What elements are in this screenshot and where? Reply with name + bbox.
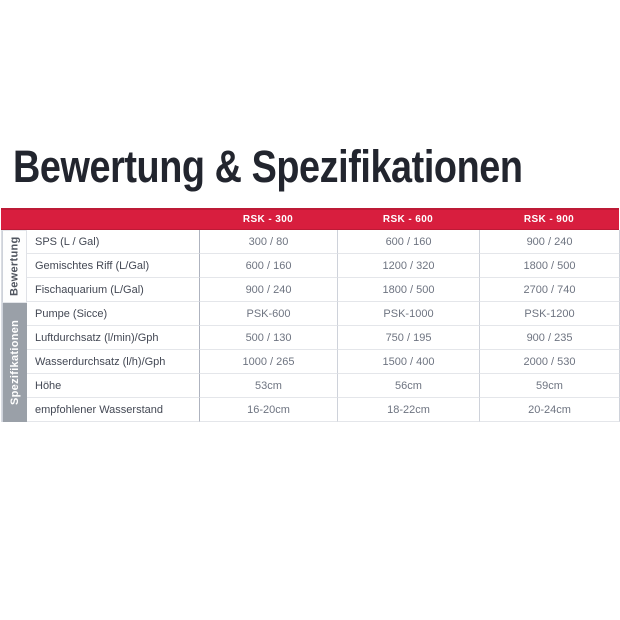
cell-riff-rsk300: 600 / 160	[200, 254, 338, 278]
cell-wasserstand-rsk300: 16-20cm	[200, 398, 338, 422]
cell-sps-rsk900: 900 / 240	[480, 230, 620, 254]
cell-fisch-rsk900: 2700 / 740	[480, 278, 620, 302]
row-label-pumpe: Pumpe (Sicce)	[27, 302, 200, 326]
table-header-row	[1, 208, 619, 230]
row-label-wasserdurchsatz: Wasserdurchsatz (l/h)/Gph	[27, 350, 200, 374]
row-label-gemischtes-riff: Gemischtes Riff (L/Gal)	[27, 254, 200, 278]
row-group-label-spezifikationen: Spezifikationen	[2, 302, 27, 422]
cell-hoehe-rsk600: 56cm	[338, 374, 480, 398]
row-label-wasserstand: empfohlener Wasserstand	[27, 398, 200, 422]
cell-fisch-rsk600: 1800 / 500	[338, 278, 480, 302]
cell-wasserstand-rsk900: 20-24cm	[480, 398, 620, 422]
cell-pumpe-rsk900: PSK-1200	[480, 302, 620, 326]
cell-luft-rsk300: 500 / 130	[200, 326, 338, 350]
cell-sps-rsk600: 600 / 160	[338, 230, 480, 254]
cell-sps-rsk300: 300 / 80	[200, 230, 338, 254]
cell-hoehe-rsk900: 59cm	[480, 374, 620, 398]
cell-riff-rsk900: 1800 / 500	[480, 254, 620, 278]
cell-fisch-rsk300: 900 / 240	[200, 278, 338, 302]
cell-wasser-rsk600: 1500 / 400	[338, 350, 480, 374]
cell-pumpe-rsk300: PSK-600	[200, 302, 338, 326]
spec-table	[1, 208, 619, 422]
row-label-luftdurchsatz: Luftdurchsatz (l/min)/Gph	[27, 326, 200, 350]
column-header-rsk-600: RSK - 600	[382, 214, 434, 225]
cell-hoehe-rsk300: 53cm	[200, 374, 338, 398]
table-body	[1, 230, 619, 422]
cell-wasser-rsk900: 2000 / 530	[480, 350, 620, 374]
row-label-hoehe: Höhe	[27, 374, 200, 398]
row-label-fischaquarium: Fischaquarium (L/Gal)	[27, 278, 200, 302]
page-title: Bewertung & Spezifikationen	[13, 141, 523, 192]
cell-luft-rsk900: 900 / 235	[480, 326, 620, 350]
column-header-rsk-300: RSK - 300	[242, 214, 294, 225]
cell-pumpe-rsk600: PSK-1000	[338, 302, 480, 326]
row-label-sps: SPS (L / Gal)	[27, 230, 200, 254]
cell-wasserstand-rsk600: 18-22cm	[338, 398, 480, 422]
cell-riff-rsk600: 1200 / 320	[338, 254, 480, 278]
cell-luft-rsk600: 750 / 195	[338, 326, 480, 350]
cell-wasser-rsk300: 1000 / 265	[200, 350, 338, 374]
header-spacer-cell	[1, 210, 199, 229]
column-header-rsk-900: RSK - 900	[523, 214, 575, 225]
row-group-label-bewertung: Bewertung	[2, 230, 27, 302]
